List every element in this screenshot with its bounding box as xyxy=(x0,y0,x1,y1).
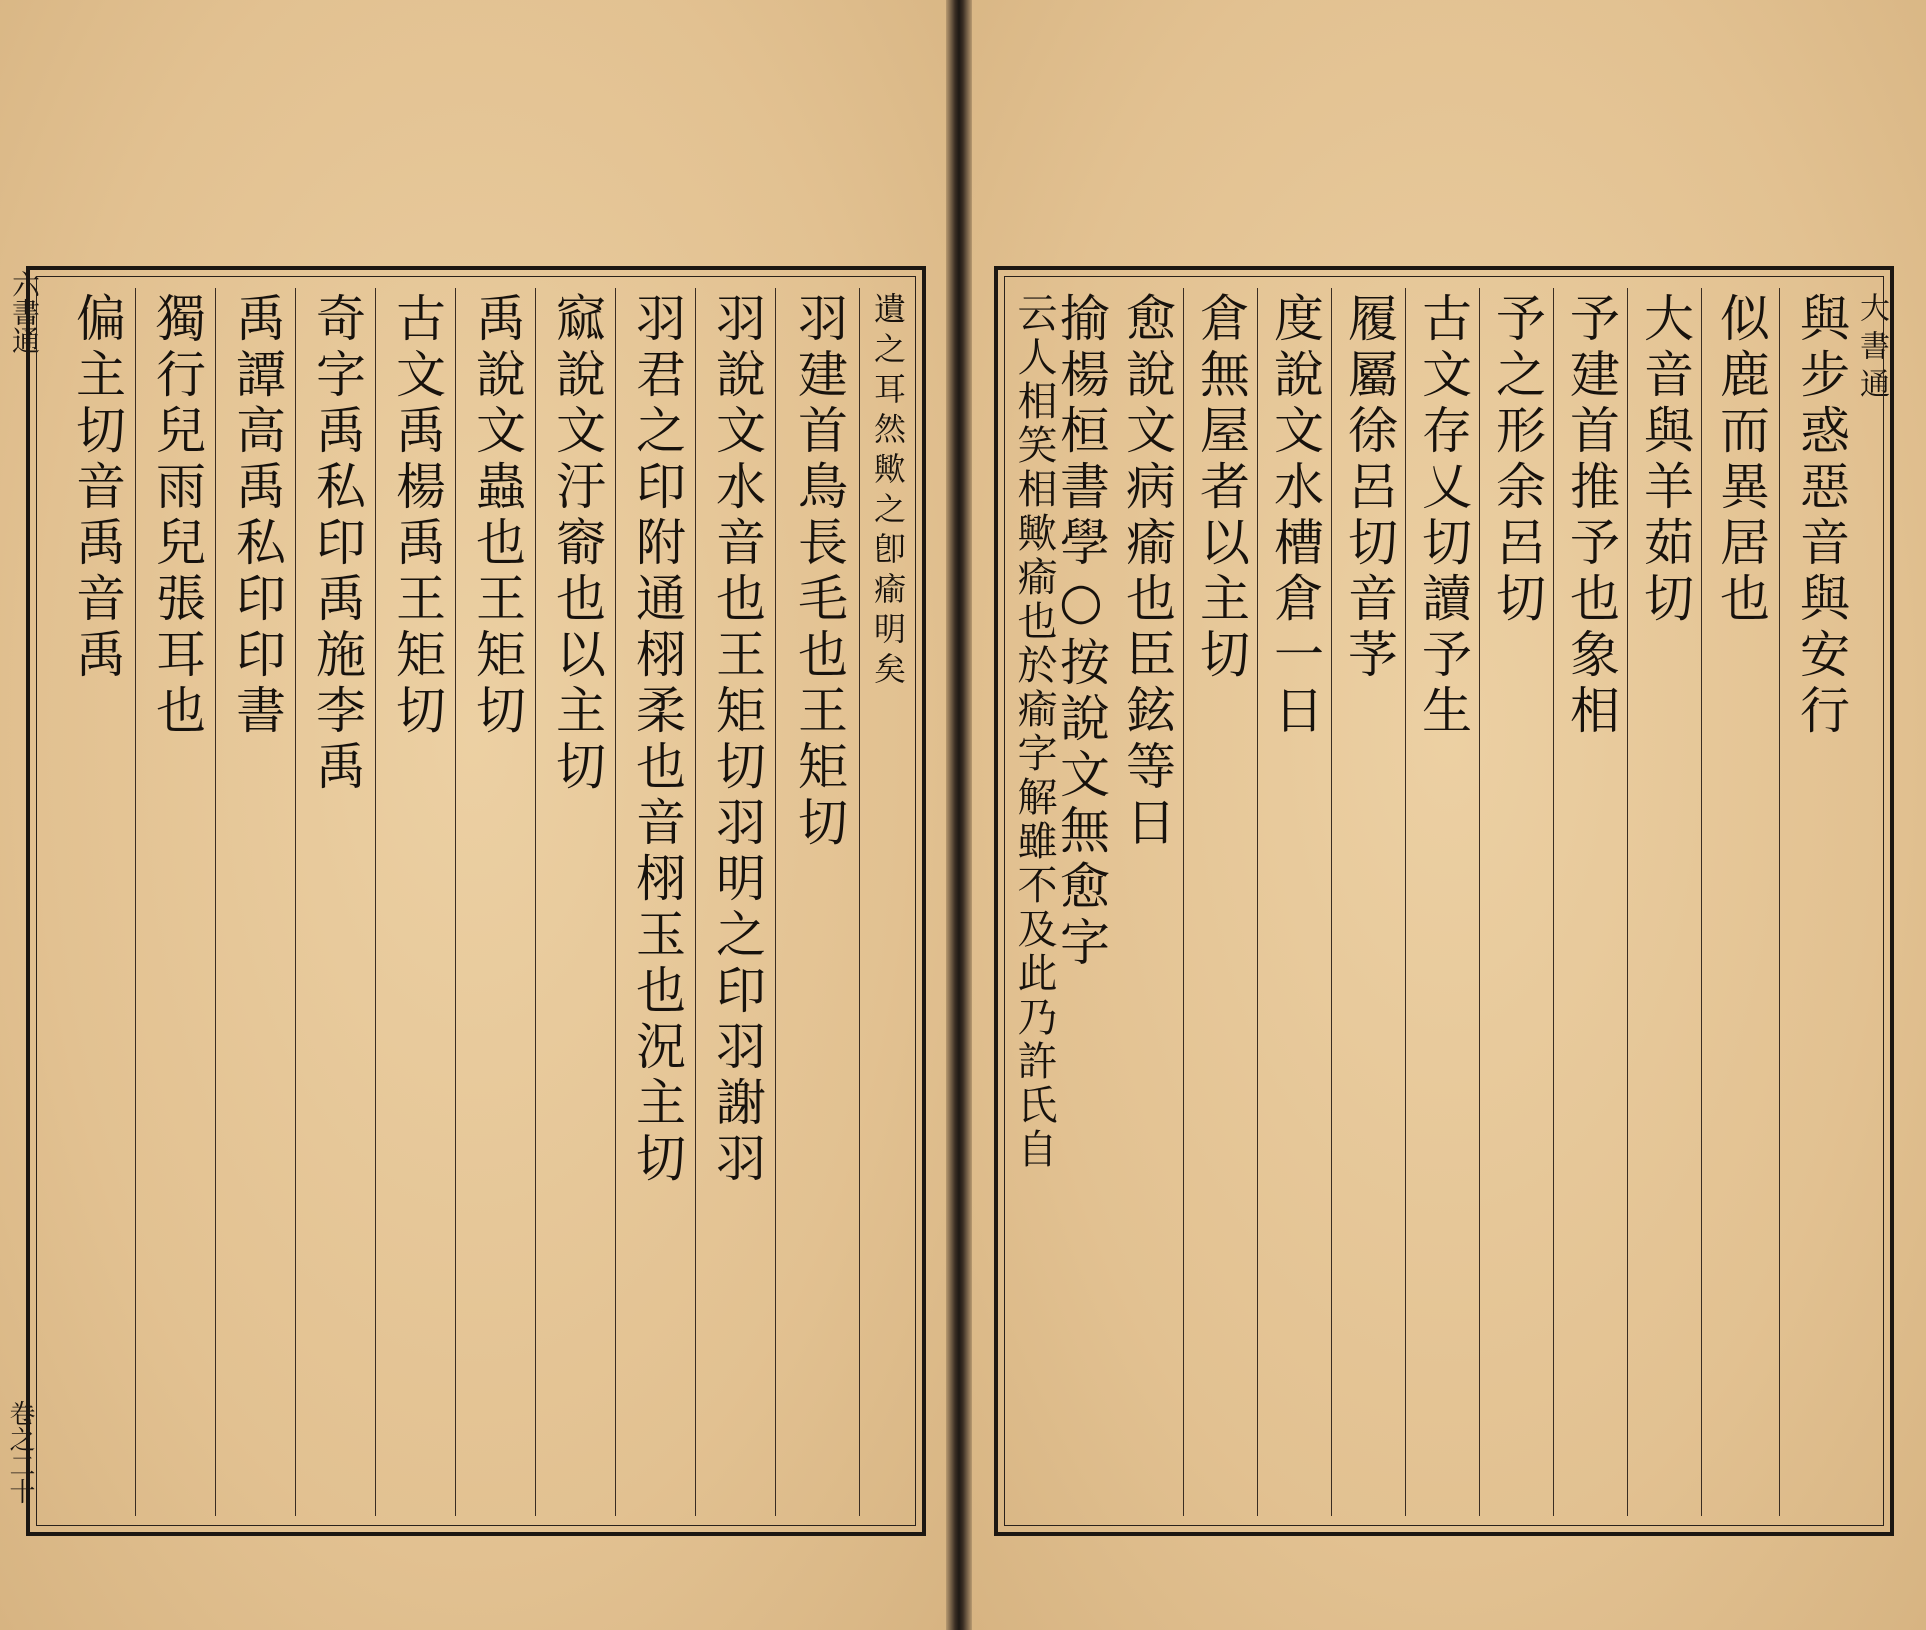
right-text-frame xyxy=(994,266,1894,1536)
column-rule xyxy=(295,288,297,1516)
left-column-8: 奇字禹私印禹施李禹 xyxy=(308,292,366,796)
right-page xyxy=(972,0,1926,1630)
left-margin-page-number: 卷之二十 xyxy=(5,1400,35,1504)
column-rule xyxy=(1553,288,1555,1516)
right-column-12: 揄楊桓書學○按說文無愈字 xyxy=(1052,292,1110,972)
left-margin-title: 六書通 xyxy=(8,270,41,354)
right-column-2: 與步惑惡音與安行 xyxy=(1792,292,1850,740)
right-column-1: 大書通 xyxy=(1854,292,1889,406)
left-column-1: 遺之耳然歟之卽瘉明矣 xyxy=(869,292,907,692)
column-rule xyxy=(1701,288,1703,1516)
left-column-3: 羽說文水音也王矩切羽明之印羽謝羽 xyxy=(708,292,766,1188)
column-rule xyxy=(215,288,217,1516)
left-column-6: 禹說文蟲也王矩切 xyxy=(468,292,526,740)
right-column-4: 大音與羊茹切 xyxy=(1636,292,1694,628)
column-rule xyxy=(1183,288,1185,1516)
column-rule xyxy=(859,288,861,1516)
column-rule xyxy=(1479,288,1481,1516)
column-rule xyxy=(615,288,617,1516)
left-column-11: 偏主切音禹音禹 xyxy=(68,292,126,684)
column-rule xyxy=(775,288,777,1516)
column-rule xyxy=(1779,288,1781,1516)
column-rule xyxy=(1405,288,1407,1516)
column-rule xyxy=(535,288,537,1516)
column-rule xyxy=(1627,288,1629,1516)
left-column-10: 獨行兒雨兒張耳也 xyxy=(148,292,206,740)
column-rule xyxy=(1257,288,1259,1516)
left-column-7: 古文禹楊禹王矩切 xyxy=(388,292,446,740)
right-column-9: 度說文水槽倉一日 xyxy=(1266,292,1324,740)
right-column-6: 予之形余呂切 xyxy=(1488,292,1546,628)
column-rule xyxy=(455,288,457,1516)
book-gutter xyxy=(946,0,972,1630)
left-column-5: 窳說文汙窬也以主切 xyxy=(548,292,606,796)
left-column-4: 羽君之印附通栩柔也音栩玉也況主切 xyxy=(628,292,686,1188)
right-column-10: 倉無屋者以主切 xyxy=(1192,292,1250,684)
column-rule xyxy=(695,288,697,1516)
right-column-3: 似鹿而異居也 xyxy=(1712,292,1770,628)
right-column-11: 愈說文病瘉也臣鉉等日 xyxy=(1118,292,1176,852)
column-rule xyxy=(1331,288,1333,1516)
left-column-2: 羽建首鳥長毛也王矩切 xyxy=(790,292,848,852)
right-column-8: 履屬徐呂切音芧 xyxy=(1340,292,1398,684)
right-column-5: 予建首推予也象相 xyxy=(1562,292,1620,740)
right-column-13: 云人相笑相歟瘉也於瘉字解雖不及此乃許氏自 xyxy=(1011,292,1057,1172)
left-column-9: 禹譚高禹私印印書 xyxy=(228,292,286,740)
right-column-7: 古文存乂切讀予生 xyxy=(1414,292,1472,740)
column-rule xyxy=(375,288,377,1516)
column-rule xyxy=(135,288,137,1516)
left-page xyxy=(0,0,946,1630)
left-text-frame xyxy=(26,266,926,1536)
